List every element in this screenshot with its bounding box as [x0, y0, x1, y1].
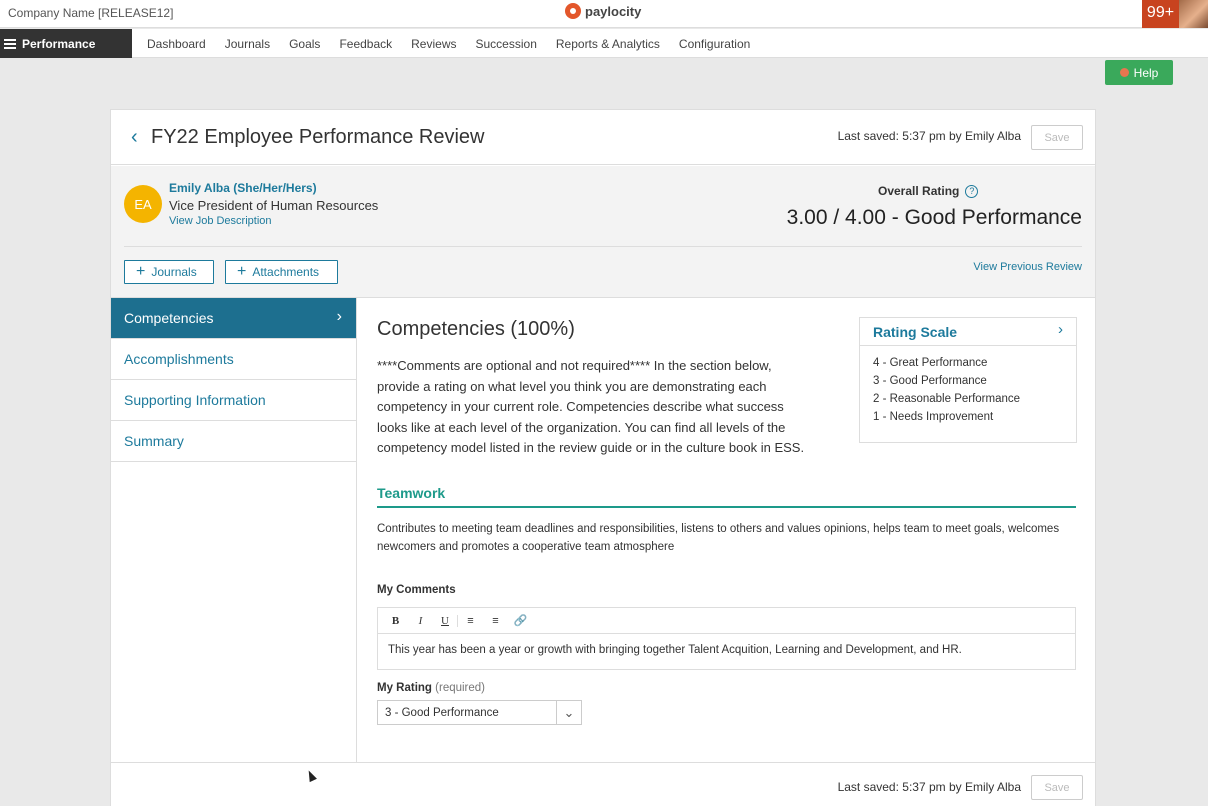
notifications-badge[interactable]: 99+	[1142, 0, 1179, 28]
competency-title: Teamwork	[377, 485, 446, 501]
logo-text: paylocity	[585, 3, 642, 19]
rating-scale-item: 1 - Needs Improvement	[873, 411, 994, 423]
nav-dashboard[interactable]: Dashboard	[147, 36, 206, 51]
nav-goals[interactable]: Goals	[289, 36, 321, 51]
sidebar-item-label: Supporting Information	[124, 392, 266, 408]
overall-rating-value: 3.00 / 4.00 - Good Performance	[786, 206, 1082, 229]
italic-icon[interactable]: I	[418, 614, 423, 627]
numbered-list-icon[interactable]: ≡	[492, 614, 499, 627]
chevron-down-icon: ⌄	[556, 701, 581, 724]
sidebar-item-competencies[interactable]	[111, 298, 356, 339]
journals-button-label: Journals	[151, 265, 197, 279]
paylocity-logo[interactable]	[565, 3, 641, 19]
editor-toolbar	[378, 608, 1075, 634]
employee-avatar: EA	[124, 185, 162, 223]
review-card	[110, 109, 1096, 806]
review-footer	[111, 762, 1095, 806]
competencies-panel	[358, 298, 1095, 762]
overall-rating-label-text: Overall Rating	[878, 184, 960, 198]
save-button[interactable]: Save	[1031, 775, 1083, 800]
rating-scale-item: 2 - Reasonable Performance	[873, 393, 1021, 405]
nav-journals[interactable]: Journals	[224, 36, 271, 51]
chevron-right-icon: ›	[1058, 321, 1063, 338]
help-circle-icon[interactable]: ?	[965, 185, 978, 198]
rating-select[interactable]	[377, 700, 582, 725]
link-icon[interactable]: 🔗	[513, 615, 528, 627]
comments-editor	[377, 607, 1076, 670]
add-attachments-button[interactable]	[225, 260, 338, 284]
hamburger-icon	[4, 39, 16, 49]
employee-name[interactable]: Emily Alba (She/Her/Hers)	[169, 181, 317, 195]
back-chevron-icon[interactable]: ‹	[131, 126, 138, 148]
view-job-description-link[interactable]: View Job Description	[169, 215, 272, 227]
rating-scale-list	[860, 346, 1076, 429]
main-nav	[0, 29, 1208, 58]
rating-scale-box	[859, 317, 1077, 443]
company-name: Company Name [RELEASE12]	[8, 6, 174, 20]
sidebar-item-accomplishments[interactable]	[111, 339, 356, 380]
comments-label: My Comments	[377, 584, 456, 596]
bold-icon[interactable]: B	[391, 614, 400, 627]
chevron-right-icon: ›	[336, 308, 342, 325]
nav-configuration[interactable]: Configuration	[678, 36, 751, 51]
employee-job-title: Vice President of Human Resources	[169, 198, 379, 213]
help-label: Help	[1133, 65, 1159, 80]
bullet-list-icon[interactable]: ≡	[467, 614, 474, 627]
help-button[interactable]	[1105, 60, 1173, 85]
nav-feedback[interactable]: Feedback	[339, 36, 393, 51]
divider	[377, 506, 1076, 508]
divider	[124, 246, 1082, 247]
sidebar-item-summary[interactable]	[111, 421, 356, 462]
rating-selected-value: 3 - Good Performance	[385, 706, 499, 719]
last-saved-text: Last saved: 5:37 pm by Emily Alba	[837, 129, 1021, 143]
nav-reports-analytics[interactable]: Reports & Analytics	[555, 36, 660, 51]
sidebar-item-supporting-information[interactable]	[111, 380, 356, 421]
section-intro: ****Comments are optional and not required**** In the section below, provide a rating on what level you think you are demonstrating each competency in your current role. Competencies describe what success looks like at each level of the organization. You can find all levels of the competency model listed in the review guide or in the culture book in ESS.	[377, 358, 805, 455]
logo-icon	[565, 3, 581, 19]
rating-label-text: My Rating	[377, 682, 432, 694]
last-saved-text: Last saved: 5:37 pm by Emily Alba	[837, 780, 1021, 794]
module-menu-button[interactable]	[0, 29, 132, 58]
nav-items	[147, 29, 750, 58]
review-header	[111, 110, 1095, 165]
top-bar	[0, 0, 1208, 28]
competency-description: Contributes to meeting team deadlines and responsibilities, listens to others and values opinions, helps team to meet goals, welcomes newcomers and promotes a cooperative team atmosphere	[377, 523, 1060, 553]
save-button[interactable]: Save	[1031, 125, 1083, 150]
module-label: Performance	[22, 36, 96, 51]
comments-textarea[interactable]: This year has been a year or growth with bringing together Talent Acquition, Learning and Development, and HR.	[388, 644, 962, 656]
nav-succession[interactable]: Succession	[475, 36, 537, 51]
user-avatar[interactable]	[1179, 0, 1208, 28]
rating-scale-header[interactable]	[860, 318, 1076, 346]
section-sidebar	[111, 298, 357, 762]
underline-icon[interactable]: U	[433, 615, 458, 627]
add-journals-button[interactable]	[124, 260, 214, 284]
attachments-button-label: Attachments	[252, 265, 320, 279]
rating-scale-item: 3 - Good Performance	[873, 375, 987, 387]
view-previous-review-link[interactable]: View Previous Review	[973, 261, 1082, 273]
rating-label	[377, 682, 485, 694]
rating-scale-title: Rating Scale	[873, 324, 958, 340]
sidebar-item-label: Summary	[124, 433, 184, 449]
page-title: FY22 Employee Performance Review	[151, 126, 485, 148]
plus-icon: +	[136, 263, 146, 280]
help-icon	[1120, 68, 1129, 77]
overall-rating-label	[878, 184, 978, 198]
sidebar-item-label: Competencies	[124, 310, 214, 326]
sidebar-item-label: Accomplishments	[124, 351, 234, 367]
nav-reviews[interactable]: Reviews	[411, 36, 457, 51]
section-title: Competencies (100%)	[377, 318, 575, 340]
required-text: (required)	[435, 682, 486, 694]
employee-section	[111, 166, 1095, 298]
plus-icon: +	[237, 263, 247, 280]
rating-scale-item: 4 - Great Performance	[873, 357, 988, 369]
